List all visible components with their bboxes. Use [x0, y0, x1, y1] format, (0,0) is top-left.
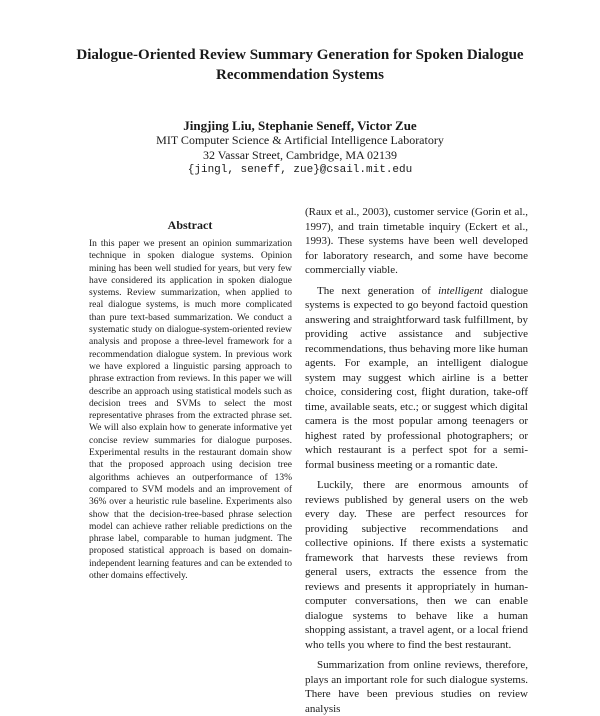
intro-paragraph-2 [305, 284, 528, 473]
intro-paragraph-4: Summarization from online reviews, therefore, plays an important role for such dialogue systems. There have been previous studies on review analysis [305, 659, 528, 715]
intro-paragraph-3: Luckily, there are enormous amounts of reviews published by general users on the web every day. These are perfect resources for providing subjective recommendations and collective opinions. If there exists a systematic framework that harvests these reviews from general users, extracts the essence from the reviews and presents it appropriately in human-computer conversations, then we can enable dialogue systems to behave like a human shopping assistant, a travel agent, or a local friend who tells you where to find the best restaurant. [305, 479, 528, 651]
intro-paragraph-1: (Raux et al., 2003), customer service (Gorin et al., 1997), and train timetable inquiry (Eckert et al., 1993). These systems have been well developed for laboratory research, and some have become commercially viable. [305, 206, 528, 276]
affiliation: MIT Computer Science & Artificial Intelligence Laboratory [156, 133, 444, 147]
intro-p2-post: dialogue systems is expected to go beyond factoid question answering and straightforward task fulfillment, by providing active assistance and subjective recommendations, thus behaving more like human agents. For example, an intelligent dialogue system may suggest which airline is a better choice, considering cost, flight duration, take-off time, available seats, etc.; or suggest which digital camera is the most popular among teenagers or highest rated by professional photographers; or which restaurant is a perfect spot for a semi-formal business meeting or a romantic date. [305, 284, 528, 471]
title-line-2: Recommendation Systems [216, 67, 384, 83]
intro-p2-emphasis: intelligent [438, 284, 483, 297]
abstract-heading: Abstract [167, 218, 213, 232]
address: 32 Vassar Street, Cambridge, MA 02139 [202, 148, 398, 162]
introduction-column [305, 205, 528, 715]
email: {jingl, seneff, zue}@csail.mit.edu [187, 164, 413, 176]
authors: Jingjing Liu, Stephanie Seneff, Victor Zue [183, 118, 417, 133]
title-line-1: Dialogue-Oriented Review Summary Generation for Spoken Dialogue [76, 47, 524, 63]
paper-title [40, 45, 560, 85]
intro-p2-pre: The next generation of [317, 284, 439, 297]
abstract-column [89, 238, 292, 600]
abstract-text: In this paper we present an opinion summarization technique in spoken dialogue systems. Opinion mining has been well studied for years, but very few have considered its application in spoken dialogue systems. Review summarization, when applied to real dialogue systems, is much more complicated than pure text-based summarization. We conduct a systematic study on dialogue-system-oriented review analysis and propose a three-level framework for a recommendation dialogue system. In previous work we have explored a linguistic parsing approach to phrase extraction from reviews. In this paper we will describe an approach using statistical models such as decision trees and SVMs to select the most representative phrases from the extracted phrase set. We will also explain how to generate informative yet concise review summaries for dialogue purposes. Experimental results in the restaurant domain show that the proposed approach using decision tree algorithms achieves an outperformance of 13% compared to SVM models and an improvement of 36% over a heuristic rule baseline. Experiments also show that the decision-tree-based phrase selection model can achieve rather reliable predictions on the phrase label, comparable to human judgment. The proposed statistical approach is based on domain-independent learning features and can be extended to other domains effectively. [89, 239, 292, 582]
